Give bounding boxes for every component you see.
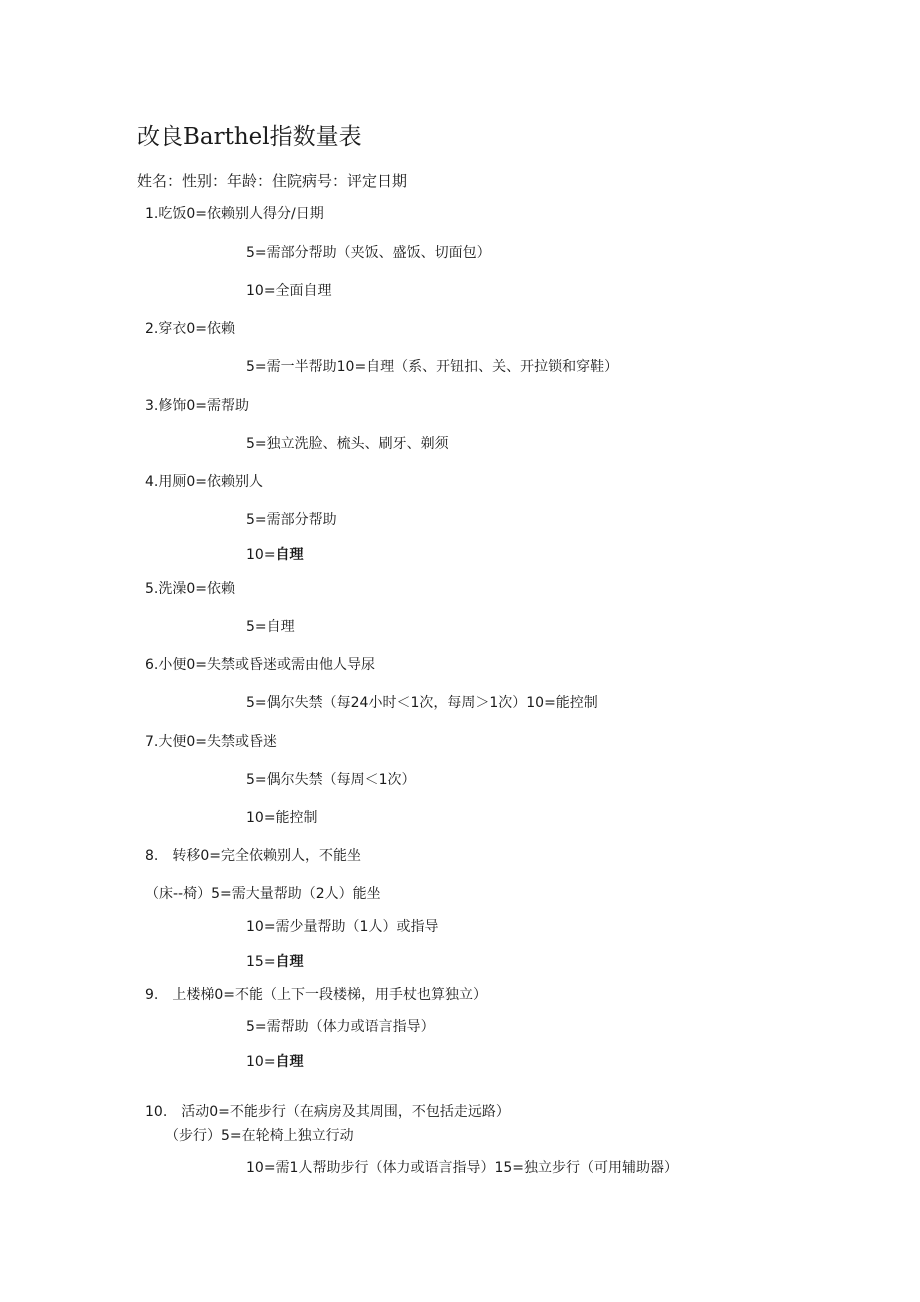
item-bladder-options: 5=偶尔失禁（每24小时＜1次，每周＞1次）10=能控制	[246, 695, 598, 711]
patient-info-fields: 姓名：性别：年龄：住院病号：评定日期	[137, 172, 408, 190]
score-value: 10=	[246, 547, 276, 563]
item-stairs-option-5: 5=需帮助（体力或语言指导）	[246, 1019, 435, 1035]
item-dressing-options: 5=需一半帮助10=自理（系、开钮扣、关、开拉锁和穿鞋）	[246, 359, 619, 375]
score-text: 自理	[275, 547, 304, 563]
item-eating-header: 1.吃饭0=依赖别人得分/日期	[145, 206, 324, 222]
item-eating-option-10: 10=全面自理	[246, 283, 332, 299]
item-bowel-option-10: 10=能控制	[246, 810, 318, 826]
item-bowel-header: 7.大便0=失禁或昏迷	[145, 734, 277, 750]
item-bladder-header: 6.小便0=失禁或昏迷或需由他人导尿	[145, 657, 375, 673]
item-stairs-option-10	[246, 1053, 304, 1071]
item-transfer-header: 8. 转移0=完全依赖别人，不能坐	[145, 848, 361, 864]
item-transfer-option-10: 10=需少量帮助（1人）或指导	[246, 919, 439, 935]
score-text: 自理	[275, 1054, 304, 1070]
item-mobility-option-5: （步行）5=在轮椅上独立行动	[165, 1128, 354, 1144]
item-dressing-header: 2.穿衣0=依赖	[145, 321, 235, 337]
item-bowel-option-5: 5=偶尔失禁（每周＜1次）	[246, 772, 416, 788]
score-value: 15=	[246, 954, 276, 970]
item-toilet-header: 4.用厕0=依赖别人	[145, 474, 263, 490]
item-mobility-header: 10. 活动0=不能步行（在病房及其周围，不包括走远路）	[145, 1104, 510, 1120]
item-eating-option-5: 5=需部分帮助（夹饭、盛饭、切面包）	[246, 245, 491, 261]
page-title: 改良Barthel指数量表	[137, 124, 362, 150]
item-bathing-header: 5.洗澡0=依赖	[145, 581, 235, 597]
item-toilet-option-10	[246, 546, 304, 564]
item-transfer-option-15	[246, 953, 304, 971]
item-grooming-header: 3.修饰0=需帮助	[145, 398, 249, 414]
item-stairs-header: 9. 上楼梯0=不能（上下一段楼梯，用手杖也算独立）	[145, 987, 487, 1003]
score-value: 10=	[246, 1054, 276, 1070]
item-toilet-option-5: 5=需部分帮助	[246, 512, 337, 528]
item-grooming-option-5: 5=独立洗脸、梳头、刷牙、剃须	[246, 436, 449, 452]
item-mobility-options: 10=需1人帮助步行（体力或语言指导）15=独立步行（可用辅助器）	[246, 1160, 678, 1176]
item-bathing-option-5: 5=自理	[246, 619, 295, 635]
score-text: 自理	[275, 954, 304, 970]
item-transfer-option-5: （床--椅）5=需大量帮助（2人）能坐	[145, 886, 381, 902]
